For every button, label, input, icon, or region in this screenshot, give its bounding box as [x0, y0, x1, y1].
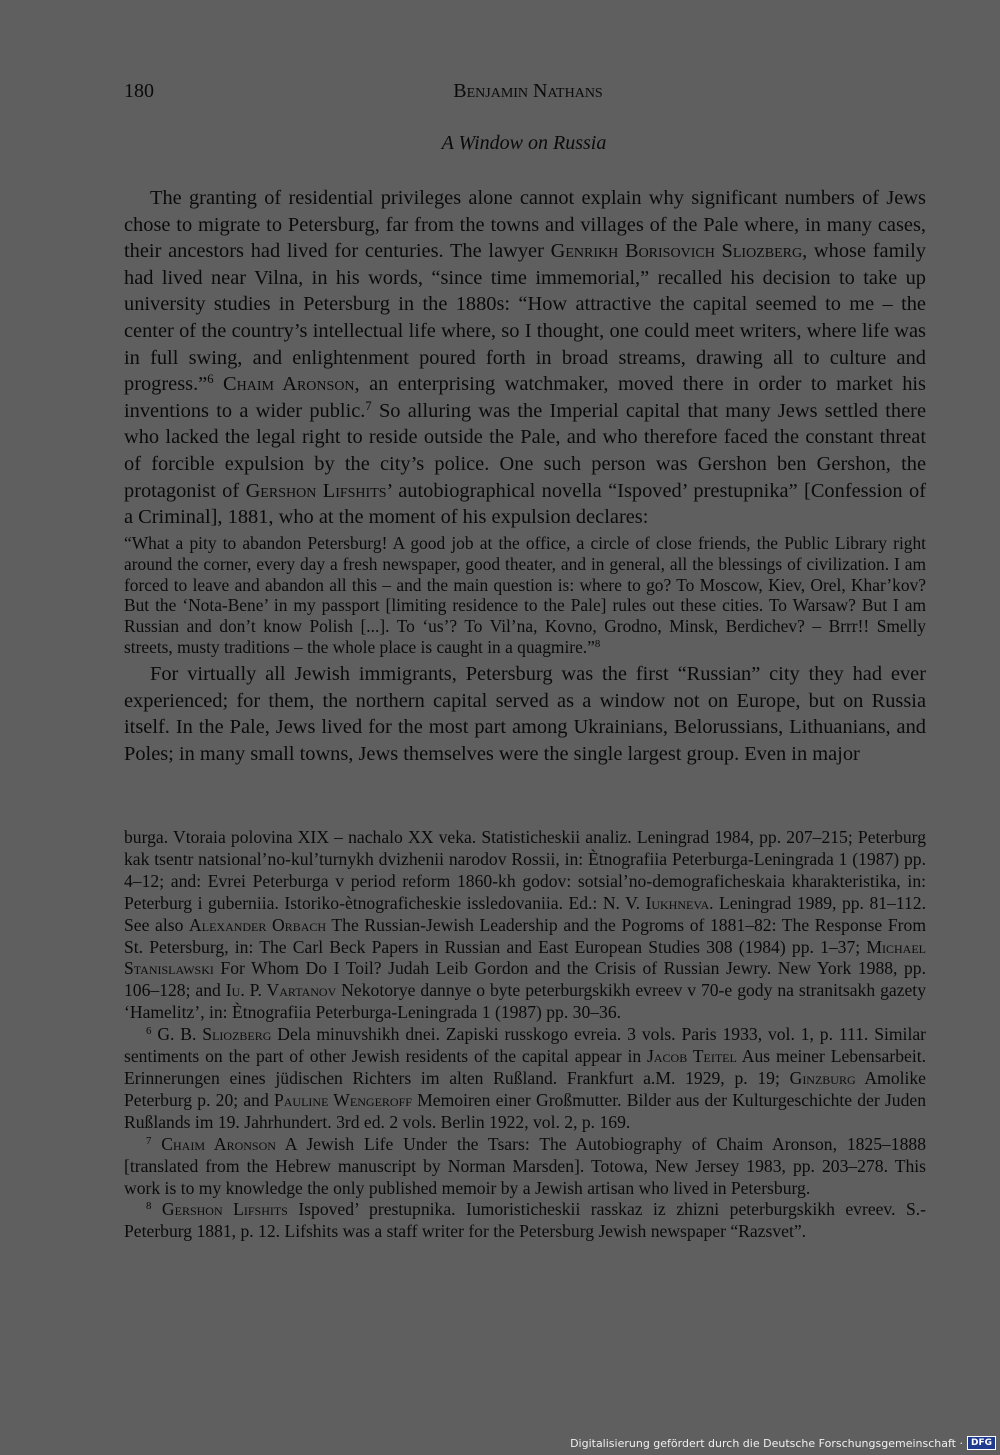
footnote-number: 7 — [146, 1134, 152, 1147]
digitization-credit — [570, 1435, 996, 1451]
author-name: Gershon Lifshits — [245, 479, 387, 502]
footnote-6: $^6$ G. B. Sliozberg Dela minuvshikh dnei. Zapiski russkogo evreia. 3 vols. Paris 1933, vol. 1, p. 111. Similar sentiments on the part of other Jewish residents of the capital appear in Jacob Teitel Aus meiner Lebensarbeit. Erinnerungen eines jüdischen Richters im alten Rußland. Frankfurt a.M. 1929, p. 19; Ginzburg Amolike Peterburg p. 20; and Pauline Wengeroff Memoiren einer Großmutter. Bilder aus der Kulturgeschichte der Juden Rußlands im 19. Jahrhundert. 3rd ed. 2 vols. Berlin 1922, vol. 2, p. 169. — [124, 1024, 927, 1132]
author-name: Michael Stanislawski — [124, 936, 926, 979]
footnote-number: 8 — [146, 1200, 152, 1213]
author-name: Chaim Aronson — [213, 373, 355, 396]
main-text — [124, 185, 926, 768]
footnotes — [124, 827, 926, 1243]
footnote-7: $^7$ Chaim Aronson A Jewish Life Under the Tsars: The Autobiography of Chaim Aronson, 1825–1888 [translated from the Hebrew manuscript by Norman Marsden]. Totowa, New Jersey 1983, pp. 203–278. This work is to my knowledge the only published memoir by a Jewish artisan who lived in Petersburg. — [124, 1133, 926, 1198]
author-name: Chaim Aronson — [151, 1133, 276, 1154]
section-heading: A Window on Russia — [441, 132, 607, 154]
page-number: 180 — [124, 80, 154, 102]
author-name: Gershon Lifshits — [151, 1199, 288, 1220]
block-quote: “What a pity to abandon Petersburg! A good job at the office, a circle of close friends, the Public Library right around the corner, every day a fresh newspaper, good theater, and in general, all the blessings of civilization. I am forced to leave and abandon all this – and the main question is: where to go? To Moscow, Kiev, Orel, Khar’kov? But the ‘Nota-Bene’ in my passport [limiting residence to the Pale] rules out these cities. To Warsaw? But I am Russian and don’t know Polish [...]. To ‘us’? To Vil’na, Kovno, Grodno, Minsk, Berdichev? – Brrr!! Smelly streets, musty traditions – the whole place is caught in a quagmire.”$^8$ — [124, 532, 926, 658]
paragraph-1: The granting of residential privileges alone cannot explain why significant numbers of Jews chose to migrate to Petersburg, far from the towns and villages of the Pale where, in many cases, their ancestors had lived for centuries. The lawyer Genrikh Borisovich Sliozberg, whose family had lived near Vilna, in his words, “since time immemorial,” recalled his decision to take up university studies in Petersburg in the 1880s: “How attractive the capital seemed to me – the center of the country’s intellectual life where, so I thought, one could meet writers, where life was in full swing, and enlightenment poured forth in broad streams, drawing all to culture and progress.”$^6$ Chaim Aronson, an enterprising watchmaker, moved there in order to market his inventions to a wider public.$^7$ So alluring was the Imperial capital that many Jews settled there who lacked the legal right to reside outside the Pale, and who therefore faced the constant threat of forcible expulsion by the city’s police. One such person was Gershon ben Gershon, the protagonist of Gershon Lifshits’ autobiographical novella “Ispoved’ prestupnika” [Confession of a Criminal], 1881, who at the moment of his expulsion declares: — [124, 187, 926, 529]
footnote-number: 6 — [146, 1025, 152, 1038]
page-header — [124, 80, 924, 106]
author-name: Iu. P. Vartanov — [225, 980, 337, 1001]
dfg-logo: DFG — [967, 1436, 996, 1450]
running-head: Benjamin Nathans — [453, 80, 603, 102]
credit-text: Digitalisierung gefördert durch die Deutsche Forschungsgemeinschaft · — [570, 1436, 963, 1450]
author-name: Pauline Wengeroff — [273, 1089, 412, 1110]
paragraph-2: For virtually all Jewish immigrants, Petersburg was the first “Russian” city they had ever experienced; for them, the northern capital served as a window not on Europe, but on Russia itself. In the Pale, Jews lived for the most part among Ukrainians, Belorussians, Lithuanians, and Poles; in many small towns, Jews themselves were the single largest group. Even in major — [124, 663, 926, 765]
author-name: G. B. Sliozberg — [151, 1024, 272, 1045]
author-name: Alexander Orbach — [189, 914, 327, 935]
footnote-8: $^8$ Gershon Lifshits Ispoved’ prestupnika. Iumoristicheskii rasskaz iz zhizni peterburgskikh evreev. S.-Peterburg 1881, p. 12. Lifshits was a staff writer for the Petersburg Jewish newspaper “Razsvet”. — [124, 1199, 926, 1242]
author-name: Genrikh Borisovich Sliozberg — [550, 240, 803, 263]
author-name: N. V. Iukhneva — [602, 892, 710, 913]
footnote-ref-7[interactable]: 7 — [365, 398, 372, 413]
footnote-ref-6[interactable]: 6 — [207, 372, 214, 387]
footnote-ref-8[interactable]: 8 — [594, 638, 601, 651]
author-name: Jacob Teitel — [647, 1046, 737, 1067]
author-name: Ginzburg — [789, 1067, 856, 1088]
footnote-continuation: burga. Vtoraia polovina XIX – nachalo XX veka. Statisticheskii analiz. Leningrad 1984, pp. 207–215; Peterburg kak tsentr natsional’no-kul’turnykh dvizhenii narodov Rossii, in: Ètnografiia Peterburga-Leningrada 1 (1987) pp. 4–12; and: Evrei Peterburga v period reform 1860-kh godov: sotsial’no-demograficheskaia kharakteristika, in: Peterburg i guberniia. Istoriko-ètnograficheskie issledovaniia. Ed.: N. V. Iukhneva. Leningrad 1989, pp. 81–112. See also Alexander Orbach The Russian-Jewish Leadership and the Pogroms of 1881–82: The Response From St. Petersburg, in: The Carl Beck Papers in Russian and East European Studies 308 (1984) pp. 1–37; Michael Stanislawski For Whom Do I Toil? Judah Leib Gordon and the Crisis of Russian Jewry. New York 1988, pp. 106–128; and Iu. P. Vartanov Nekotorye dannye o byte peterburgskikh evreev v 70-e gody na stranitsakh gazety ‘Hamelitz’, in: Ètnografiia Peterburga-Leningrada 1 (1987) pp. 30–36. — [124, 827, 927, 1023]
